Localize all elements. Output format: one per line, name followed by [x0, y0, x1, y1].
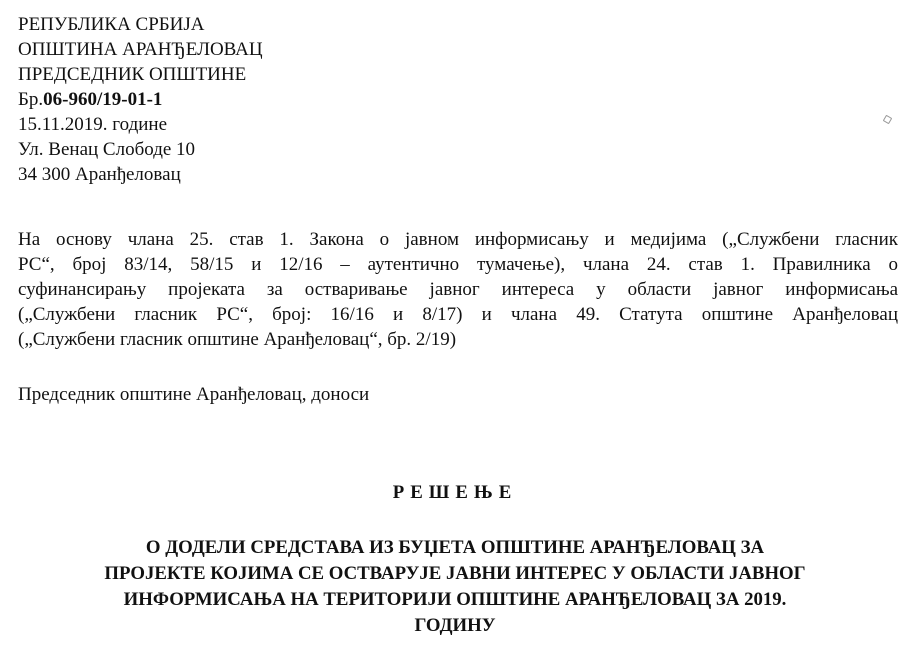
paragraph-line: („Службени гласник РС“, број: 16/16 и 8/17) и члана 49. Статута општине Аранђеловац: [18, 304, 898, 325]
street-address: Ул. Венац Слободе 10: [18, 139, 196, 160]
letterhead: [18, 12, 263, 187]
subject-line: ГОДИНУ: [414, 615, 496, 636]
country-line: РЕПУБЛИКА СРБИЈА: [18, 14, 205, 35]
municipality-line: ОПШТИНА АРАНЂЕЛОВАЦ: [18, 39, 263, 60]
decision-title: РЕШЕЊЕ: [392, 482, 518, 503]
decision-subject: [0, 535, 910, 639]
legal-basis-paragraph: [18, 227, 898, 352]
office-line: ПРЕДСЕДНИК ОПШТИНЕ: [18, 64, 247, 85]
subject-line: ИНФОРМИСАЊА НА ТЕРИТОРИЈИ ОПШТИНЕ АРАНЂЕЛОВАЦ ЗА 2019.: [123, 589, 787, 610]
reference-prefix: Бр.: [18, 89, 44, 110]
enacting-clause: Председник општине Аранђеловац, доноси: [18, 384, 370, 405]
paragraph-line: („Службени гласник општине Аранђеловац“, бр. 2/19): [18, 329, 457, 350]
reference-number: [18, 87, 263, 112]
paragraph-line: РС“, број 83/14, 58/15 и 12/16 – аутентично тумачење), члана 24. став 1. Правилника о: [18, 254, 898, 275]
subject-line: ПРОЈЕКТЕ КОЈИМА СЕ ОСТВАРУЈЕ ЈАВНИ ИНТЕРЕС У ОБЛАСТИ ЈАВНОГ: [104, 563, 806, 584]
paragraph-line: суфинансирању пројеката за остваривање јавног интереса у области јавног информисања: [18, 279, 899, 300]
reference-value: 06-960/19-01-1: [43, 89, 163, 110]
postal-city: 34 300 Аранђеловац: [18, 164, 181, 185]
document-date: 15.11.2019. године: [18, 114, 168, 135]
subject-line: О ДОДЕЛИ СРЕДСТАВА ИЗ БУЏЕТА ОПШТИНЕ АРАНЂЕЛОВАЦ ЗА: [145, 537, 765, 558]
scan-speck: [883, 115, 893, 125]
paragraph-line: На основу члана 25. став 1. Закона о јавном информисању и медијима („Службени гласник: [18, 229, 898, 250]
